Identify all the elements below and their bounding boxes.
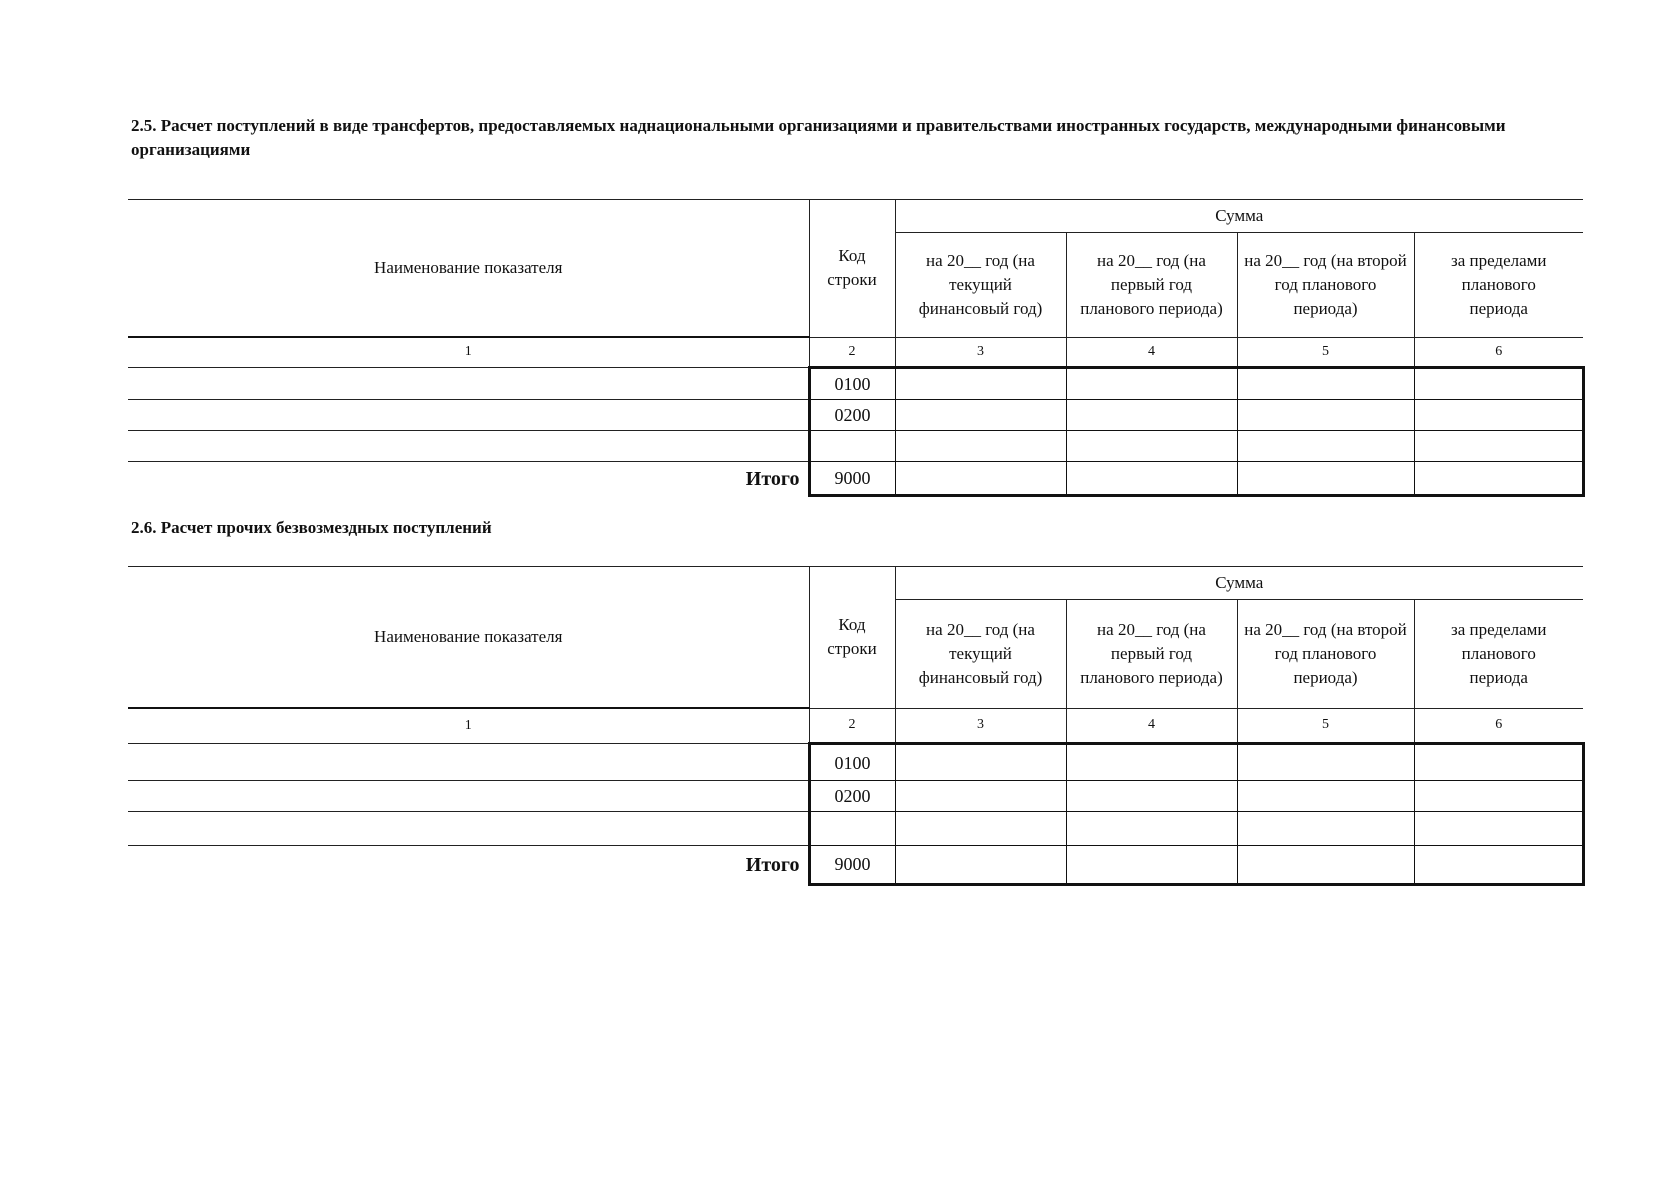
total-value-cell[interactable] (1066, 846, 1237, 885)
header-col4: на 20__ год (на первый год планового периода) (1066, 233, 1237, 338)
value-cell[interactable] (1066, 430, 1237, 461)
header-col6: за пределами планового периода (1414, 600, 1583, 709)
header-col4: на 20__ год (на первый год планового периода) (1066, 600, 1237, 709)
value-cell[interactable] (1414, 781, 1583, 812)
colnum-2: 2 (809, 708, 895, 744)
total-row (128, 846, 1583, 885)
colnum-3: 3 (895, 708, 1066, 744)
row-code: 0200 (809, 781, 895, 812)
total-value-cell[interactable] (1237, 846, 1414, 885)
colnum-6: 6 (1414, 708, 1583, 744)
header-name: Наименование показателя (128, 567, 809, 709)
value-cell[interactable] (895, 430, 1066, 461)
row-name-cell[interactable] (128, 430, 809, 461)
colnum-2: 2 (809, 337, 895, 367)
total-code: 9000 (809, 461, 895, 496)
value-cell[interactable] (1414, 367, 1583, 399)
table-row (128, 399, 1583, 430)
value-cell[interactable] (1237, 781, 1414, 812)
colnum-4: 4 (1066, 708, 1237, 744)
row-code: 0100 (809, 367, 895, 399)
total-value-cell[interactable] (1414, 461, 1583, 496)
section-2-6-title: 2.6. Расчет прочих безвозмездных поступлений (131, 518, 492, 537)
total-value-cell[interactable] (895, 846, 1066, 885)
value-cell[interactable] (1237, 367, 1414, 399)
row-name-cell[interactable] (128, 781, 809, 812)
colnum-6: 6 (1414, 337, 1583, 367)
value-cell[interactable] (1066, 744, 1237, 781)
header-sum: Сумма (895, 200, 1583, 233)
row-name-cell[interactable] (128, 399, 809, 430)
row-code (809, 812, 895, 846)
header-code: Код строки (809, 567, 895, 709)
value-cell[interactable] (1414, 812, 1583, 846)
value-cell[interactable] (1414, 744, 1583, 781)
transfers-table (128, 199, 1585, 497)
table-row (128, 812, 1583, 846)
value-cell[interactable] (895, 367, 1066, 399)
row-code: 0200 (809, 399, 895, 430)
colnum-1: 1 (128, 708, 809, 744)
value-cell[interactable] (1237, 399, 1414, 430)
total-value-cell[interactable] (1414, 846, 1583, 885)
header-col5: на 20__ год (на второй год планового периода) (1237, 233, 1414, 338)
colnum-4: 4 (1066, 337, 1237, 367)
value-cell[interactable] (1414, 430, 1583, 461)
table-row (128, 744, 1583, 781)
total-label: Итого (128, 846, 809, 885)
value-cell[interactable] (895, 399, 1066, 430)
total-label: Итого (128, 461, 809, 496)
header-col3: на 20__ год (на текущий финансовый год) (895, 233, 1066, 338)
total-value-cell[interactable] (1066, 461, 1237, 496)
colnum-5: 5 (1237, 708, 1414, 744)
row-code: 0100 (809, 744, 895, 781)
row-name-cell[interactable] (128, 744, 809, 781)
total-code: 9000 (809, 846, 895, 885)
value-cell[interactable] (895, 812, 1066, 846)
table-row (128, 781, 1583, 812)
colnum-5: 5 (1237, 337, 1414, 367)
header-col5: на 20__ год (на второй год планового периода) (1237, 600, 1414, 709)
value-cell[interactable] (1066, 399, 1237, 430)
value-cell[interactable] (1237, 812, 1414, 846)
total-value-cell[interactable] (1237, 461, 1414, 496)
value-cell[interactable] (1237, 744, 1414, 781)
other-receipts-table (128, 566, 1585, 886)
header-col6: за пределами планового периода (1414, 233, 1583, 338)
value-cell[interactable] (1066, 781, 1237, 812)
value-cell[interactable] (1414, 399, 1583, 430)
value-cell[interactable] (895, 744, 1066, 781)
colnum-1: 1 (128, 337, 809, 367)
colnum-3: 3 (895, 337, 1066, 367)
header-sum: Сумма (895, 567, 1583, 600)
header-name: Наименование показателя (128, 200, 809, 338)
value-cell[interactable] (1066, 812, 1237, 846)
table-row (128, 367, 1583, 399)
total-value-cell[interactable] (895, 461, 1066, 496)
header-code: Код строки (809, 200, 895, 338)
value-cell[interactable] (895, 781, 1066, 812)
header-col3: на 20__ год (на текущий финансовый год) (895, 600, 1066, 709)
section-2-5-title: 2.5. Расчет поступлений в виде трансфертов, предоставляемых наднациональными организациями и правительствами иностранных государств, международными финансовыми организациями (131, 116, 1506, 159)
total-row (128, 461, 1583, 496)
row-name-cell[interactable] (128, 367, 809, 399)
row-name-cell[interactable] (128, 812, 809, 846)
table-row (128, 430, 1583, 461)
value-cell[interactable] (1066, 367, 1237, 399)
value-cell[interactable] (1237, 430, 1414, 461)
row-code (809, 430, 895, 461)
